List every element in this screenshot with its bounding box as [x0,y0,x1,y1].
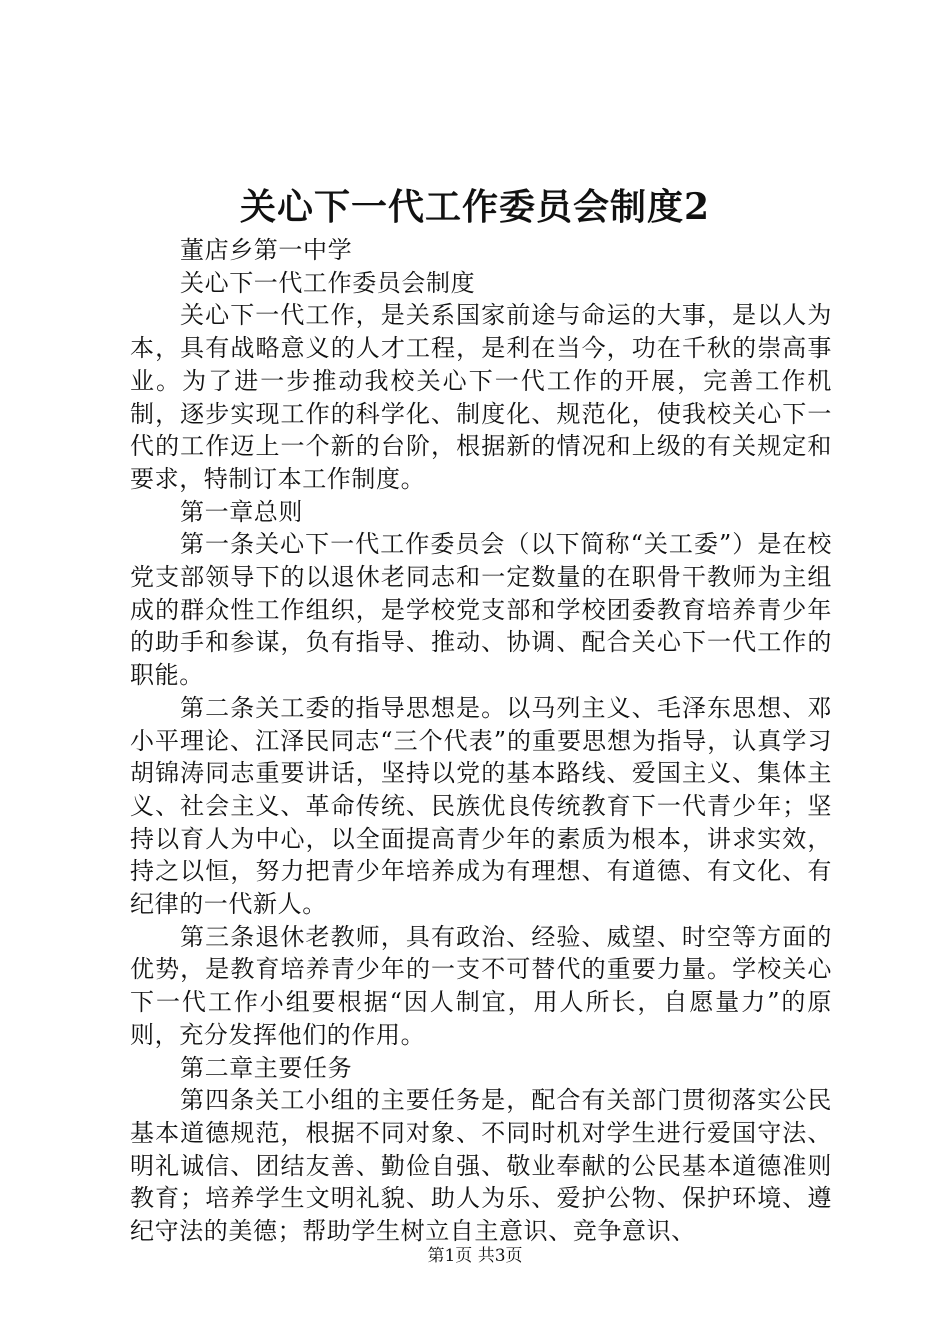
article-paragraph: 第二条关工委的指导思想是。以马列主义、毛泽东思想、邓小平理论、江泽民同志“三个代表”的重要思想为指导，认真学习胡锦涛同志重要讲话，坚持以党的基本路线、爱国主义、集体主义、社会主义、革命传统、民族优良传统教育下一代青少年；坚持以育人为中心，以全面提高青少年的素质为根本，讲求实效，持之以恒，努力把青少年培养成为有理想、有道德、有文化、有纪律的一代新人。 [130,693,832,919]
intro-paragraph: 关心下一代工作，是关系国家前途与命运的大事，是以人为本，具有战略意义的人才工程，是利在当今，功在千秋的崇高事业。为了进一步推动我校关心下一代工作的开展，完善工作机制，逐步实现工作的科学化、制度化、规范化，使我校关心下一代的工作迈上一个新的台阶，根据新的情况和上级的有关规定和要求，特制订本工作制度。 [130,301,832,493]
page-footer: 第1页 共3页 [427,1246,523,1266]
document-body [130,234,832,1248]
article-paragraph: 第四条关工小组的主要任务是，配合有关部门贯彻落实公民基本道德规范，根据不同对象、不同时机对学生进行爱国守法、明礼诚信、团结友善、勤俭自强、敬业奉献的公民基本道德准则教育；培养学生文明礼貌、助人为乐、爱护公物、保护环境、遵纪守法的美德；帮助学生树立自主意识、竞争意识、 [130,1086,832,1246]
article-paragraph: 第一条关心下一代工作委员会（以下简称“关工委”）是在校党支部领导下的以退休老同志和一定数量的在职骨干教师为主组成的群众性工作组织，是学校党支部和学校团委教育培养青少年的助手和参谋，负有指导、推动、协调、配合关心下一代工作的职能。 [130,530,832,690]
chapter-heading: 第一章总则 [180,497,303,526]
subtitle-line: 关心下一代工作委员会制度 [180,268,476,297]
school-name-line: 董店乡第一中学 [180,236,353,264]
article-paragraph: 第三条退休老教师，具有政治、经验、威望、时空等方面的优势，是教育培养青少年的一支不可替代的重要力量。学校关心下一代工作小组要根据“因人制宜，用人所长，自愿量力”的原则，充分发挥他们的作用。 [130,922,832,1049]
document-title: 关心下一代工作委员会制度2 [239,186,711,228]
chapter-heading: 第二章主要任务 [180,1053,353,1082]
